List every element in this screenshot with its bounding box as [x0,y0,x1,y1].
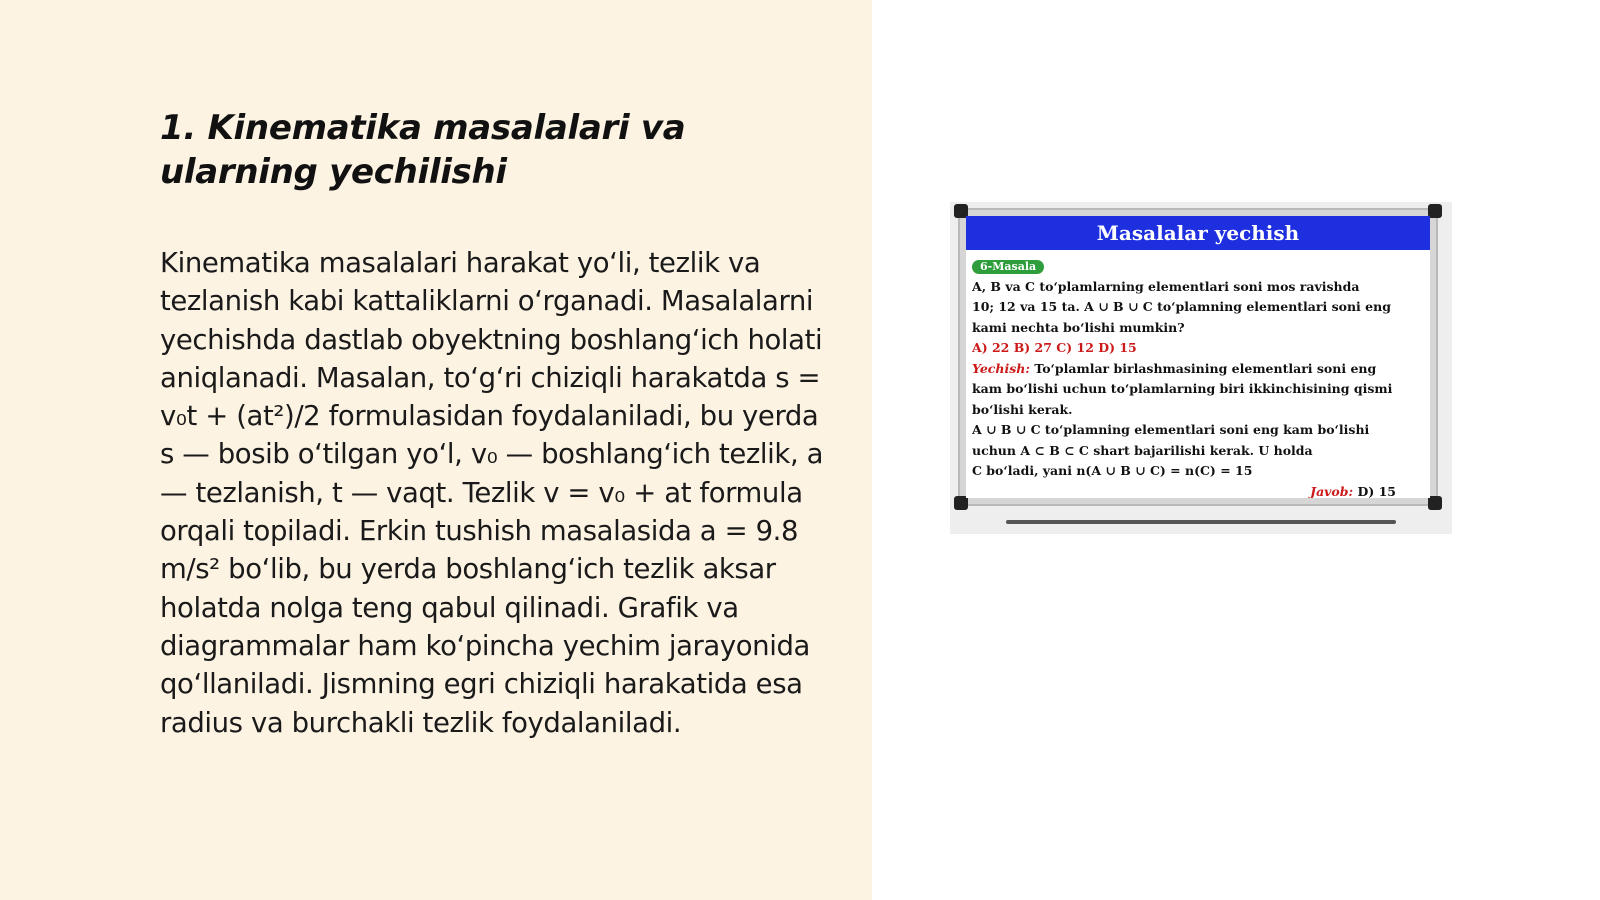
problem-line: 10; 12 va 15 ta. A ∪ B ∪ C to‘plamning elementlari soni eng [972,299,1391,314]
problem-line: A, B va C to‘plamlarning elementlari soni mos ravishda [972,278,1360,294]
whiteboard-surface [966,216,1430,498]
solution-text: kam bo‘lishi uchun to‘plamlarning biri ikkinchisining qismi [972,381,1393,396]
frame-corner [954,496,968,510]
whiteboard-frame [958,208,1438,506]
answer-label: Javob: [1310,483,1354,498]
slide-title: 1. Kinematika masalalari va ularning yechilishi [160,108,686,192]
solution-text: C bo‘ladi, yani n(A ∪ B ∪ C) = n(C) = 15 [972,463,1253,478]
problem-line: kami nechta bo‘lishi mumkin? [972,319,1185,335]
frame-corner [1428,496,1442,510]
solution-label: Yechish: [972,360,1030,376]
whiteboard-tray [1006,520,1396,524]
slide-body-text: Kinematika masalalari harakat yo‘li, tezlik va tezlanish kabi kattaliklarni o‘rganadi. Masalalarni yechishda dastlab obyektning boshlang‘ich holati aniqlanadi. Masalan, to‘g‘ri chiziqli harakatda s = v₀t + (at²)/2 formulasidan foydalaniladi, bu yerda s — bosib o‘tilgan yo‘l, v₀ — boshlang‘ich tezlik, a — tezlanish, t — vaqt. Tezlik v = v₀ + at formula orqali topiladi. Erkin tushish masalasida a = 9.8 m/s² bo‘lib, bu yerda boshlang‘ich tezlik aksar holatda nolga teng qabul qilinadi. Grafik va diagrammalar ham ko‘pincha yechim jarayonida qo‘llaniladi. Jismning egri chiziqli harakatida esa radius va burchakli tezlik foydalaniladi. [160,247,824,739]
solution-text: bo‘lishi kerak. [972,401,1073,417]
answer-value: D) 15 [1357,483,1396,498]
whiteboard-image [950,202,1452,534]
solution-text: uchun A ⊂ B ⊂ C shart bajarilishi kerak. U holda [972,442,1313,458]
solution-text: A ∪ B ∪ C to‘plamning elementlari soni eng kam bo‘lishi [972,422,1370,437]
answer-options: A) 22 B) 27 C) 12 D) 15 [972,340,1137,355]
solution-text: To‘plamlar birlashmasining elementlari soni eng [1029,360,1377,376]
whiteboard-content [966,250,1430,498]
frame-corner [1428,204,1442,218]
whiteboard-header: Masalalar yechish [966,216,1430,250]
problem-badge: 6-Masala [972,260,1044,274]
